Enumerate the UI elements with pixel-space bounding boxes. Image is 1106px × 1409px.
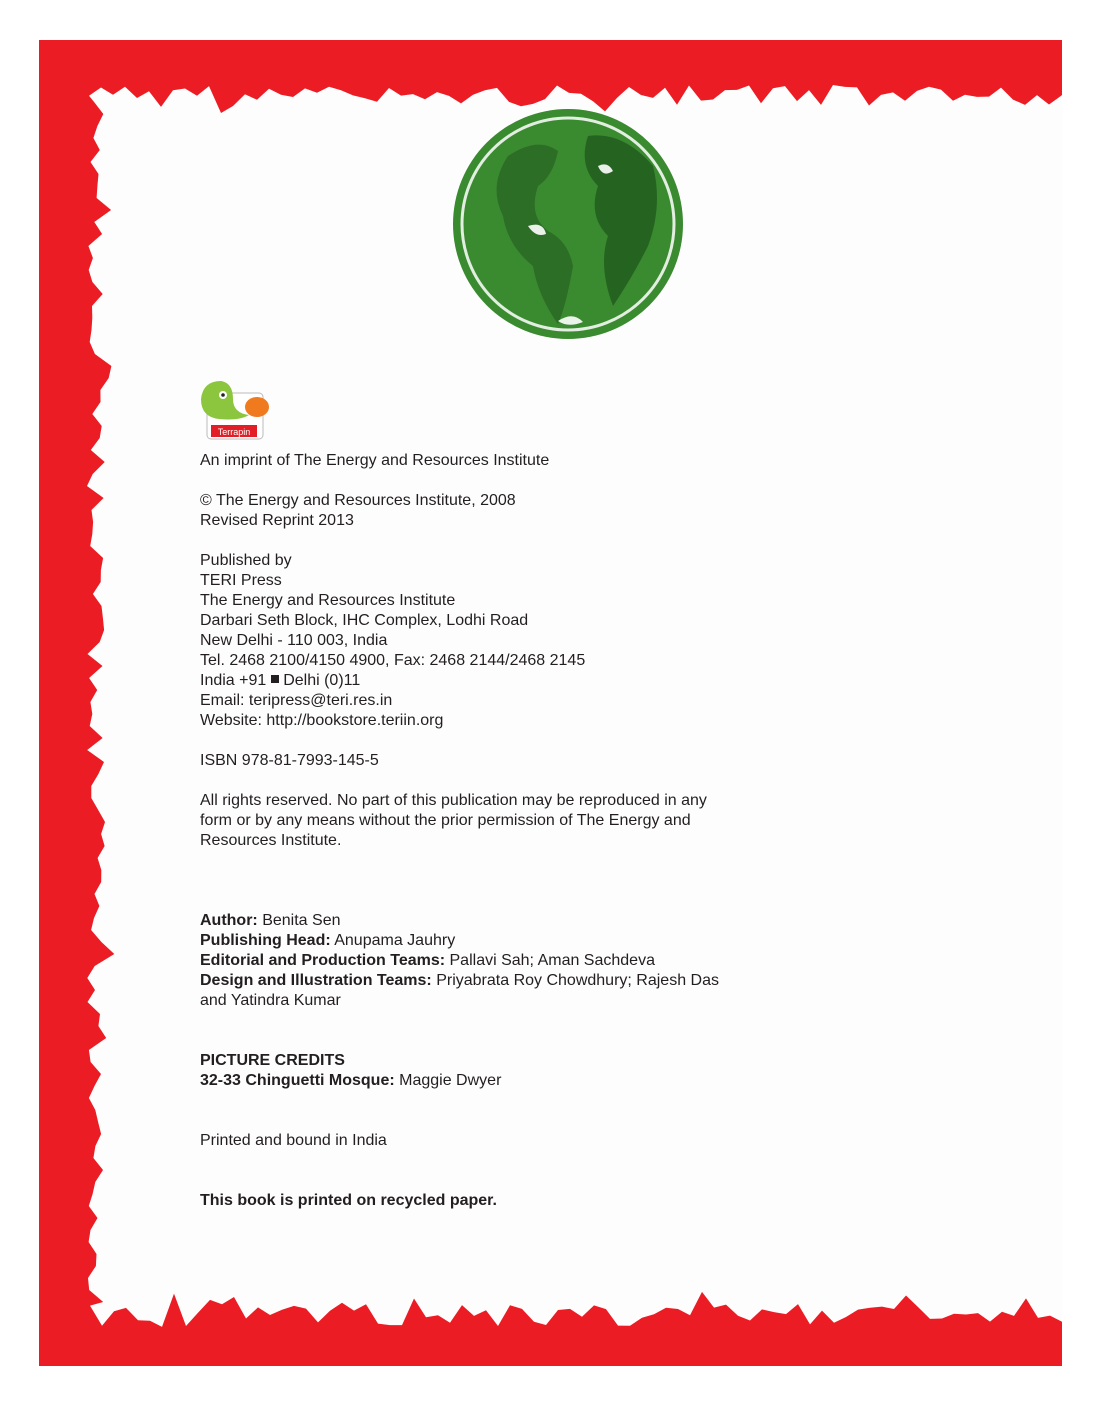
credit-label: Publishing Head:: [200, 932, 331, 949]
credit-editorial: [200, 951, 719, 971]
credit-design-continued: and Yatindra Kumar: [200, 992, 341, 1009]
publisher-institute: The Energy and Resources Institute: [200, 592, 456, 609]
city-code: Delhi (0)11: [283, 672, 361, 689]
picture-credits: [200, 1051, 501, 1091]
dialing-codes: [200, 671, 585, 691]
printed-line: Printed and bound in India: [200, 1132, 387, 1149]
publisher-block: [200, 551, 585, 731]
credit-value: Maggie Dwyer: [394, 1072, 502, 1089]
terrapin-logo: [199, 379, 271, 441]
imprint-line: An imprint of The Energy and Resources Institute: [200, 452, 550, 469]
country-code: India +91: [200, 672, 267, 689]
svg-text:Terrapin: Terrapin: [217, 427, 251, 437]
rights-notice: [200, 791, 707, 851]
address-line-2: New Delhi - 110 003, India: [200, 632, 388, 649]
picture-credit-entry: [200, 1071, 501, 1091]
publisher-name: TERI Press: [200, 572, 282, 589]
rights-line: Resources Institute.: [200, 832, 342, 849]
reprint-line: Revised Reprint 2013: [200, 512, 354, 529]
credit-value: Pallavi Sah; Aman Sachdeva: [445, 952, 655, 969]
credit-label: 32-33 Chinguetti Mosque:: [200, 1072, 395, 1089]
recycled-note: This book is printed on recycled paper.: [200, 1192, 497, 1209]
credit-author: [200, 911, 719, 931]
credit-design: [200, 971, 719, 991]
copyright-line: © The Energy and Resources Institute, 2008: [200, 492, 516, 509]
credit-value: Anupama Jauhry: [330, 932, 456, 949]
email-line: Email: teripress@teri.res.in: [200, 692, 393, 709]
rights-line: All rights reserved. No part of this publication may be reproduced in any: [200, 792, 707, 809]
rights-line: form or by any means without the prior permission of The Energy and: [200, 812, 691, 829]
credit-label: Editorial and Production Teams:: [200, 952, 446, 969]
square-bullet-icon: [271, 675, 279, 683]
credit-label: Design and Illustration Teams:: [200, 972, 432, 989]
credit-value: Benita Sen: [257, 912, 341, 929]
credit-value: Priyabrata Roy Chowdhury; Rajesh Das: [431, 972, 719, 989]
published-by-label: Published by: [200, 552, 292, 569]
website-line: Website: http://bookstore.teriin.org: [200, 712, 444, 729]
isbn: ISBN 978-81-7993-145-5: [200, 752, 379, 769]
address-line-1: Darbari Seth Block, IHC Complex, Lodhi Road: [200, 612, 529, 629]
credit-publishing-head: [200, 931, 719, 951]
copyright-block: [200, 491, 516, 531]
credit-label: Author:: [200, 912, 258, 929]
picture-credits-heading: PICTURE CREDITS: [200, 1052, 345, 1069]
telephone-line: Tel. 2468 2100/4150 4900, Fax: 2468 2144/2468 2145: [200, 652, 586, 669]
globe-illustration: [448, 106, 688, 342]
credits-block: [200, 911, 719, 1011]
